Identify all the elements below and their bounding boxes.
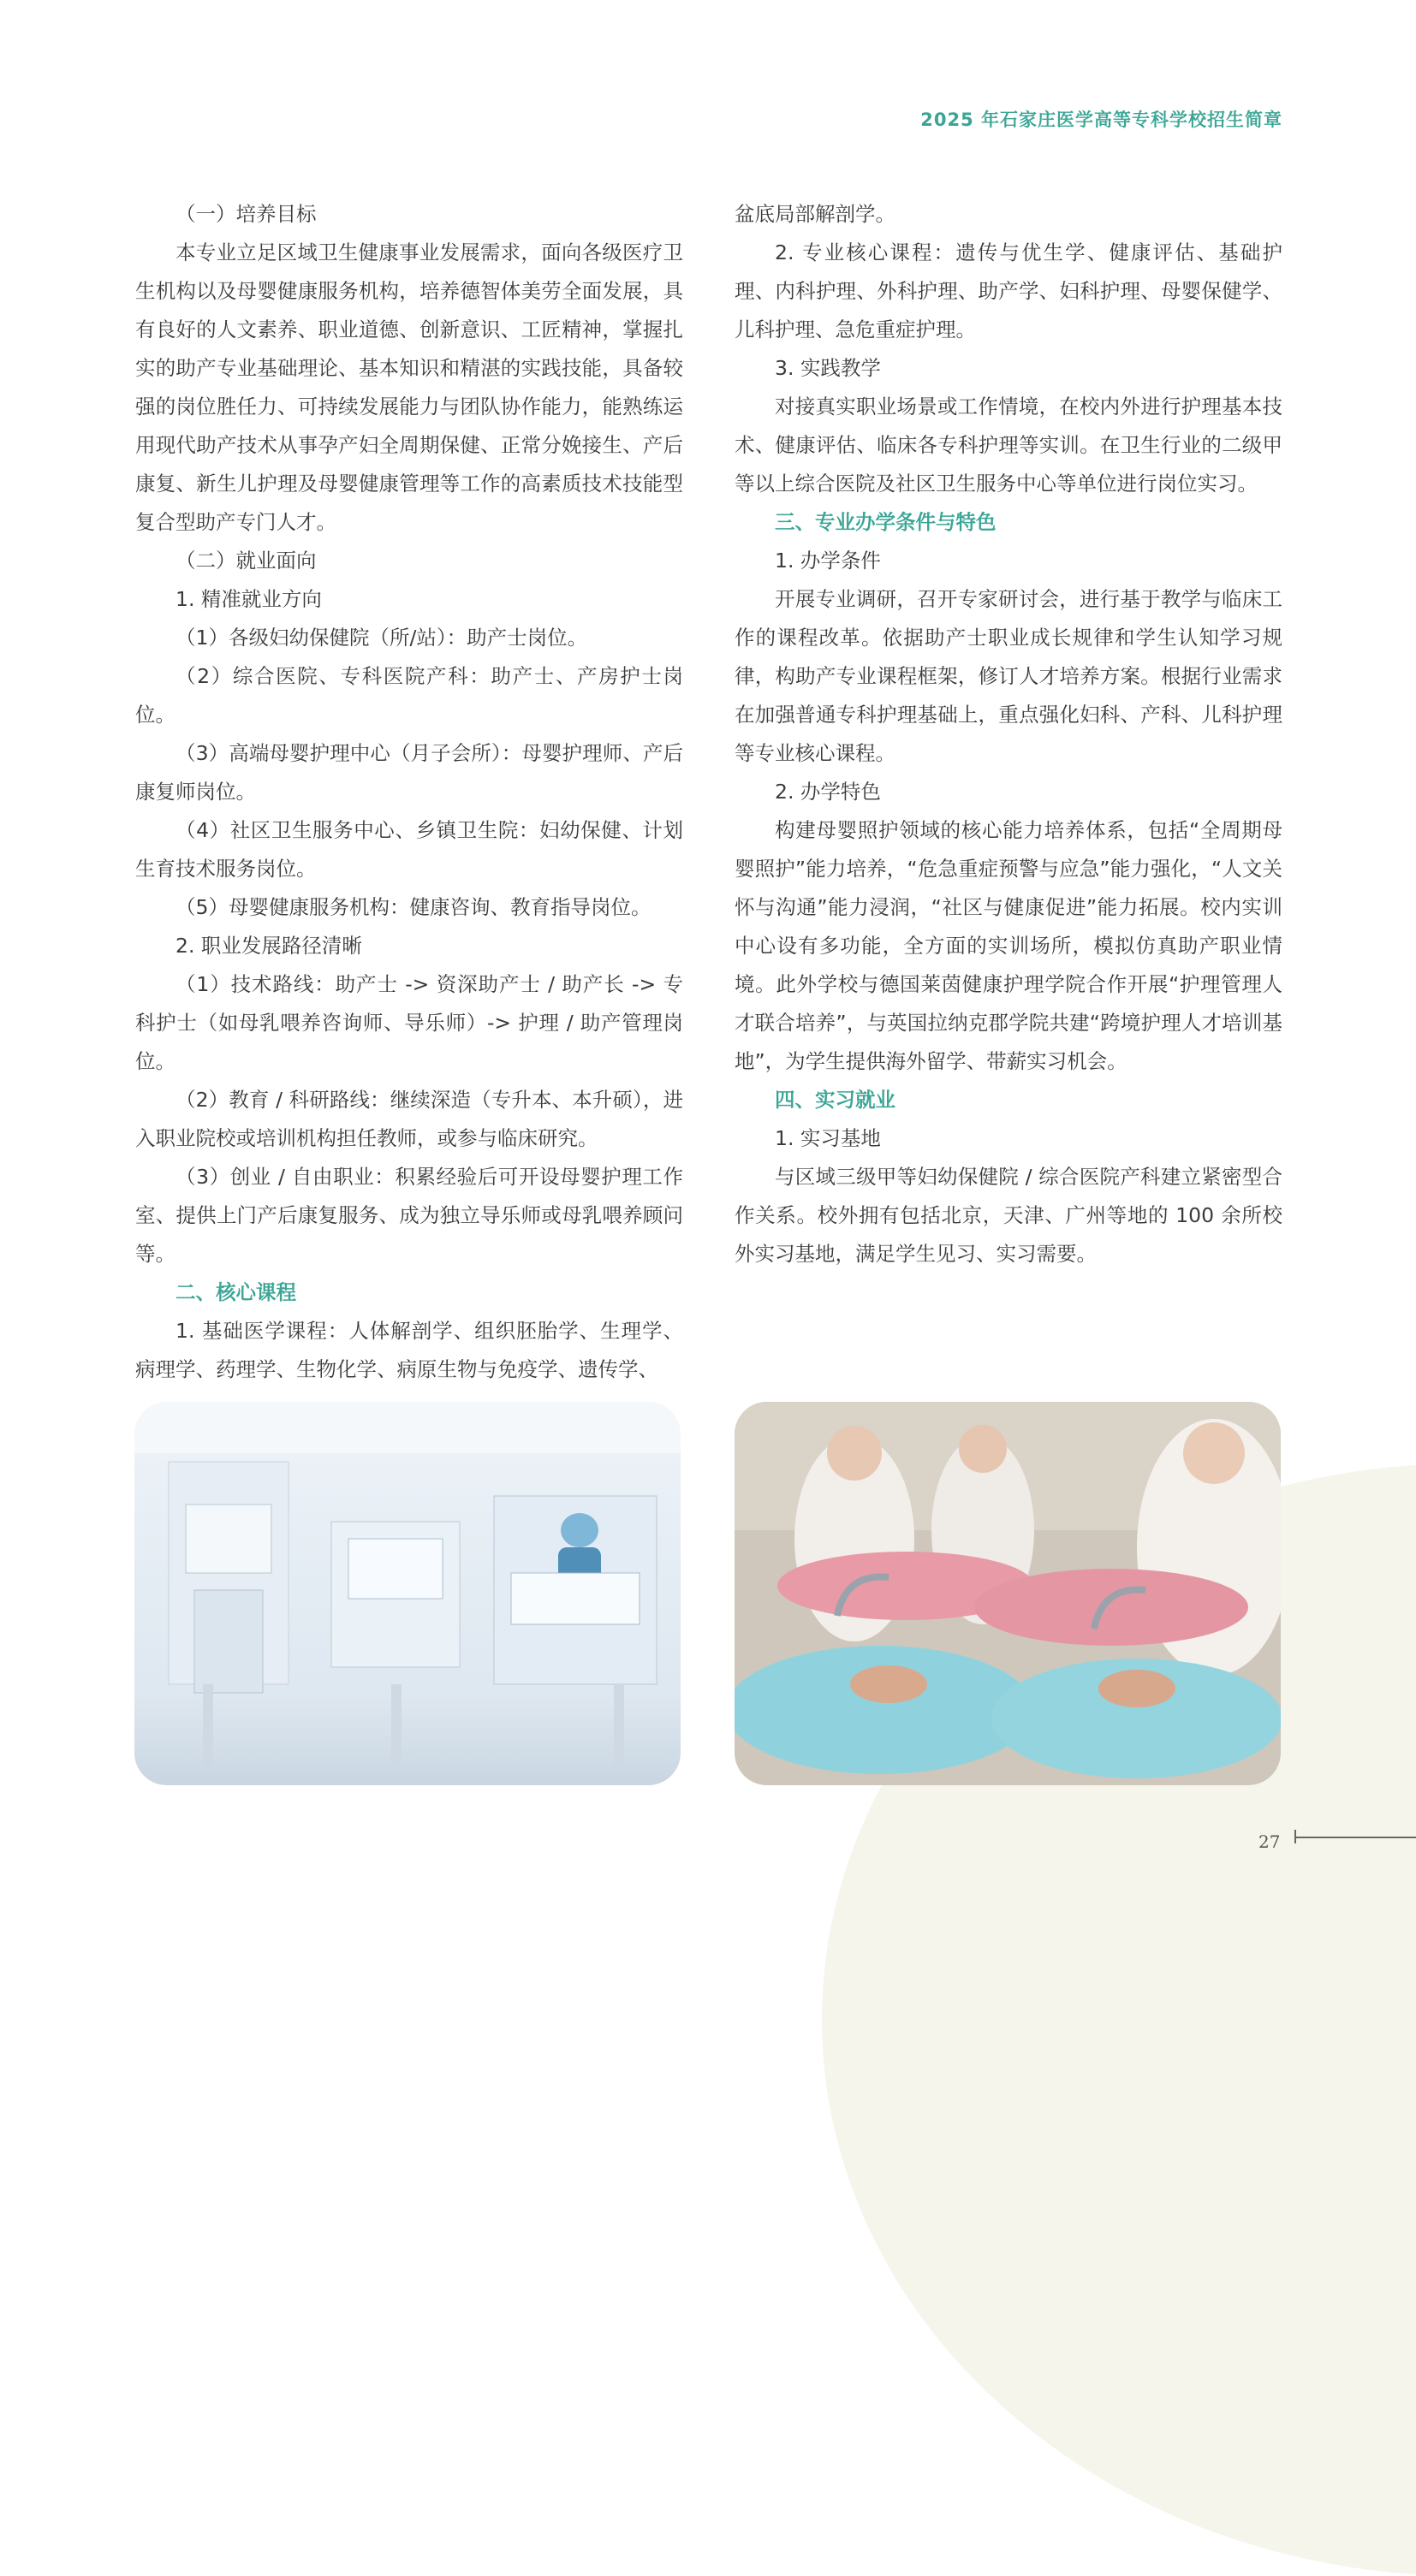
section-heading: 二、核心课程 [176, 1280, 296, 1304]
paragraph: 1. 精准就业方向 [176, 587, 322, 611]
page-header-title: 2025 年石家庄医学高等专科学校招生简章 [920, 110, 1282, 130]
paragraph: 对接真实职业场景或工作情境，在校内外进行护理基本技术、健康评估、临床各专科护理等实训。在卫生行业的二级甲等以上综合医院及社区卫生服务中心等单位进行岗位实习。 [735, 395, 1282, 496]
left-text-column [135, 195, 683, 1389]
paragraph: 2. 职业发展路径清晰 [176, 934, 362, 958]
paragraph: 2. 办学特色 [775, 780, 881, 804]
paragraph: 盆底局部解剖学。 [735, 202, 895, 226]
paragraph: 1. 实习基地 [775, 1126, 881, 1150]
paragraph: （二）就业面向 [176, 549, 317, 573]
nurses-bathing-babies-photo [735, 1402, 1281, 1785]
paragraph: （3）创业 / 自由职业：积累经验后可开设母婴护理工作室、提供上门产后康复服务、成为独立导乐师或母乳喂养顾问等。 [135, 1165, 683, 1266]
right-text-column [735, 195, 1282, 1273]
paragraph: 构建母婴照护领域的核心能力培养体系，包括“全周期母婴照护”能力培养，“危急重症预警与应急”能力强化，“人文关怀与沟通”能力浸润，“社区与健康促进”能力拓展。校内实训中心设有多功能，全方面的实训场所，模拟仿真助产职业情境。此外学校与德国莱茵健康护理学院合作开展“护理管理人才联合培养”，与英国拉纳克郡学院共建“跨境护理人才培训基地”，为学生提供海外留学、带薪实习机会。 [735, 818, 1282, 1073]
paragraph: （一）培养目标 [176, 202, 317, 226]
section-heading: 四、实习就业 [775, 1088, 895, 1112]
paragraph: （1）各级妇幼保健院（所/站）：助产士岗位。 [176, 626, 588, 650]
paragraph: （4）社区卫生服务中心、乡镇卫生院：妇幼保健、计划生育技术服务岗位。 [135, 818, 683, 881]
paragraph: （2）教育 / 科研路线：继续深造（专升本、本升硕），进入职业院校或培训机构担任教师，或参与临床研究。 [135, 1088, 683, 1150]
paragraph: 3. 实践教学 [775, 356, 881, 380]
paragraph: 1. 办学条件 [775, 549, 881, 573]
paragraph: （5）母婴健康服务机构：健康咨询、教育指导岗位。 [176, 895, 651, 919]
page-number: 27 [1258, 1831, 1281, 1852]
paragraph: （1）技术路线：助产士 -> 资深助产士 / 助产长 -> 专科护士（如母乳喂养咨询师、导乐师）-> 护理 / 助产管理岗位。 [135, 972, 683, 1073]
neonatal-incubator-room-photo [134, 1402, 681, 1785]
paragraph: 本专业立足区域卫生健康事业发展需求，面向各级医疗卫生机构以及母婴健康服务机构，培养德智体美劳全面发展，具有良好的人文素养、职业道德、创新意识、工匠精神，掌握扎实的助产专业基础理论、基本知识和精湛的实践技能，具备较强的岗位胜任力、可持续发展能力与团队协作能力，能熟练运用现代助产技术从事孕产妇全周期保健、正常分娩接生、产后康复、新生儿护理及母婴健康管理等工作的高素质技术技能型复合型助产专门人才。 [135, 240, 683, 534]
paragraph: （3）高端母婴护理中心（月子会所）：母婴护理师、产后康复师岗位。 [135, 741, 683, 804]
paragraph: 2. 专业核心课程：遗传与优生学、健康评估、基础护理、内科护理、外科护理、助产学、妇科护理、母婴保健学、儿科护理、急危重症护理。 [735, 240, 1282, 341]
paragraph: 开展专业调研，召开专家研讨会，进行基于教学与临床工作的课程改革。依据助产士职业成长规律和学生认知学习规律，构助产专业课程框架，修订人才培养方案。根据行业需求在加强普通专科护理基础上，重点强化妇科、产科、儿科护理等专业核心课程。 [735, 587, 1282, 765]
page-rule [1294, 1837, 1416, 1838]
paragraph: 与区域三级甲等妇幼保健院 / 综合医院产科建立紧密型合作关系。校外拥有包括北京，天津、广州等地的 100 余所校外实习基地，满足学生见习、实习需要。 [735, 1165, 1282, 1266]
section-heading: 三、专业办学条件与特色 [775, 510, 997, 534]
paragraph: （2）综合医院、专科医院产科：助产士、产房护士岗位。 [135, 664, 683, 727]
paragraph: 1. 基础医学课程：人体解剖学、组织胚胎学、生理学、病理学、药理学、生物化学、病原生物与免疫学、遗传学、 [135, 1319, 683, 1381]
